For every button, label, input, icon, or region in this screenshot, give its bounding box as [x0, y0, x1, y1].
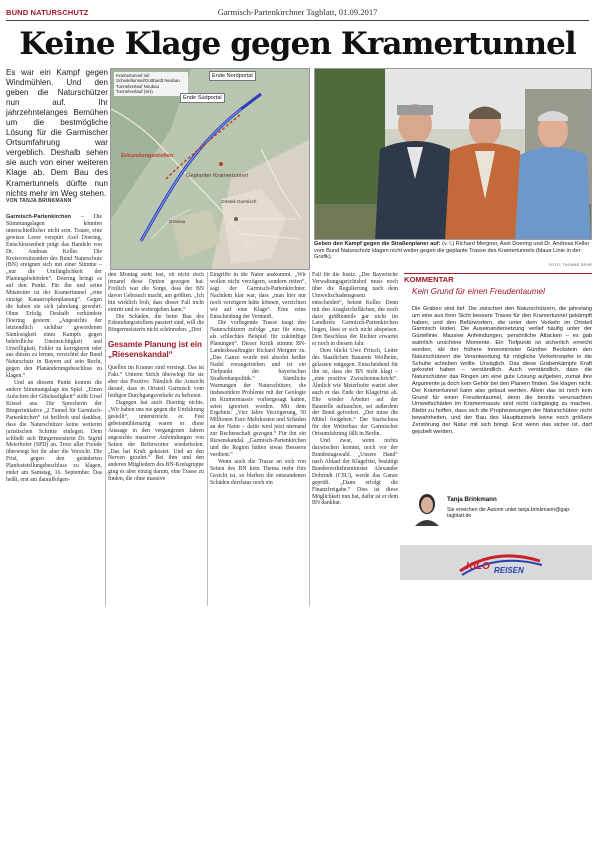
- photo-caption: [314, 241, 592, 261]
- author-avatar: [412, 490, 442, 526]
- col2-text-4: Dagegen hat auch Doering nichts. „Wir haben uns nie gegen die Umfahrung gestellt“, unterstreicht er. Fest gebetsmühlenartig waren er diese Aussage in den vergangenen Jahren angesichts massiver Anfeindungen von Seiten der Befürworter wiederholen. „Das hat Kraft gekostet. Und an den Nerven gezehrt.“ Bei ihm und den anderen Mitgliedern des BN-Kreisgruppe ging es aber einzig darum, eine Trasse zu finden, die ohne massive: [108, 400, 204, 483]
- kilo-reisen-logo: [400, 545, 592, 580]
- col3-text-1: Eingriffe in die Natur auskommt. „Wir wollen nicht verzögern, sondern retten“, sagt der Garmisch-Partenkirchner. Nachdem klar war, dass „man hier nur noch verzögern hätte können, verzichten wir auf eine Klage“. Eine reine Entscheidung der Vernunft.: [210, 272, 306, 320]
- byline: VON TANJA BRINKMANN: [6, 198, 72, 204]
- headline: Keine Klage gegen Kramertunnel: [19, 26, 576, 62]
- caption-text: (v. l.) Richard Mergner, Axel Doering und Dr. Andreas Keller vom Bund Naturschutz klagen nicht weiter gegen die geplante Trasse des Kramertunnels (blaue Linie in der Grafik).: [314, 241, 590, 261]
- avatar-icon: [412, 490, 442, 526]
- col3-text-3: Wenn auch die Trasse an sich von Seiten des BN kein Thema mehr fürs Gericht ist, so bleiben die entstandenen Schäden durchaus noch ein: [210, 458, 306, 486]
- column-rule: [207, 272, 208, 606]
- col4-text-2: Dem blickt Uwe Fritsch, Leiter des Staatlichen Bauamts Weilheim, gelassen entgegen. Entscheidend für ihn ist, dass der BN nicht klagt – „eine positive Zwischennachricht“. Ähnlich wie Meierhofer wartet aber auch er das Ende der Klagefrist ab. Ehe wieder Arbeiter auf der Baustelle auftauchen, sei außerdem der Bund gefordert. „Der muss die Mittel freigeben.“ Der Startschuss für den Weiterbau der Garmischer Ortsumfahrung fällt in Berlin.: [312, 348, 398, 438]
- kommentar-text: Die Gräben sind tief. Die zwischen den Naturschützern, die jahrelang um eine aus ihrer Sicht bessere Trasse für den Kramertunnel gekämpft haben, und den Befürwortern, die unter dem Verkehr im Ortsteil Garmisch leiden. Die Auseinandersetzung verlief häufig unter der Gürtellinie. Massive Anfeindungen, persönliche Attacken – es gab wahrlich unschöne Momente. Ein Tiefpunkt ist sicherlich erreicht worden, als der frühere Innenminister Günther Beckstein den Naturschützern die Verantwortung für mögliche Verkehrsopfer in die Schuhe schieben wollte. Unsäglich. Das diese Grabenkämpfe Kraft gekostet haben – verständlich. Auch verständlich, dass die Naturschützer das Ringen um eine gute Lösung aufgeben, zumal ihre Argumente ja doch kein Gehör bei den Planern finden. Sie klagen nicht. Der Kramertunnel kann also gebaut werden. Allein das ist noch kein Grund für einen Freudentaumel, denn die bereits verursachten Umweltschäden im Kramermassiv sind nicht rückgängig zu machen. Bleibt zu hoffen, dass sich die Prophezeiungen der Naturschützer nicht bewahrheiten, und der Bau des Haupttunnels keine noch größere Zerstörung der Natur mit sich bringt. Erst wenn das sicher ist, darf gejubelt werden.: [412, 306, 592, 435]
- kommentar-title: Kein Grund für einen Freudentaumel: [412, 287, 545, 296]
- map-legend: Kramertunnel mit Scheiteltunnel/Gotthardt Neubau Tunnelverlauf Neubau Tunnelverlauf (SH): [114, 72, 188, 96]
- photo-credit: FOTO: THOMAS SEHR: [548, 263, 592, 267]
- map-label-ortsteil: Ortsteil Garmisch: [221, 199, 257, 204]
- ad-logo-text: KILO: [466, 561, 490, 572]
- article-column-4: [312, 272, 398, 606]
- col4-text-1: Fall für die Justiz. „Der Bayerische Verwaltungsgerichtshof muss noch über die Regulierung nach dem Umweltschadensgesetz entscheiden“, betont Keller. Denn mit den Ausgleichsflächen, die noch dazu größtenteils gar nicht im Landkreis Garmisch-Partenkirchen liegen, lässt er sich nicht abspeisen. Den Beschluss der Richter erwartet er noch in diesem Jahr.: [312, 272, 398, 348]
- col3-text-2: Die vorliegende Trasse taugt den Naturschützern zufolge „nur für eines, als schlechtes Beispiel für zukünftige Planungen“. Dieser Kritik stimmt BN-Landesbeauftragter Richard Mergner zu. „Das Ganze wurde mit absolut heißer Nadel vorangetrieben und ist ein Tiefpunkt der bayerischen Straßenbaupolitik.“ Sämtliche Warnungen der Naturschützer, die insbesondere Probleme mit der Geologie im Kramermassiv vorhergesagt hatten, seien ignoriert worden. Mit dem Ergebnis: „Vier Jahre Verzögerung, 50 Millionen Euro Mehrkosten und Schäden an der Natur – dafür wird jetzt niemand zur Rechenschaft gezogen.“ Für ihn ein Riesenskandal. „Garmisch-Partenkirchen und die Region hätten etwas Besseres verdient.“: [210, 320, 306, 458]
- col1-text-1: – Die Stimmungslagen könnten unterschiedlicher nicht sein. Trauer, eine gewisse Leere verspürt Axel Doering. Entschlossenheit prägt das Handeln von Dr. Andreas Keller. Die Kreisvorsitzenden des Bund Naturschutz (BN) ereignen sich mit einer Stimme – „nur die Umfänglichkeit der Planungsbehörden“. Doering bringt es auf den Punkt. Für ihn und seine Mitstreiter ist der Kramertunnel „eine einzige Katastrophenplanung“. Gegen die haben sie sich jahrelang gewehrt. Ohne Erfolg. Deshalb verkündete Doering gestern: „Angesichts der letztendlich sichtbar gewordenen Sinnlosigkeit eines Kampfs gegen behördliche Uneinsichtigkeit und Unwilligkeit, Fehler zu korrigieren oder aus diesen zu lernen, verzichtet der Bund Naturschutz in Bayern auf sein Recht, gegen den Planänderungsbeschluss zu klagen.“: [6, 214, 102, 380]
- map-label-grainau: Grainau: [169, 219, 186, 224]
- column-rule: [309, 272, 310, 606]
- map-label-erkundung: Erkundungsstollen: [121, 153, 174, 159]
- photo-naturschuetzer: [314, 68, 592, 240]
- map-label-south: Ende Südportal: [180, 93, 225, 103]
- newspaper-dateline: Garmisch-Partenkirchner Tagblatt, 01.09.2017: [217, 7, 378, 17]
- map-label-tunnel: Geplanter Kramertunnel: [186, 173, 248, 179]
- kommentar-label: KOMMENTAR: [404, 273, 592, 284]
- dateline-location: Garmisch-Partenkirchen: [6, 214, 71, 220]
- col1-paragraph-1: [6, 214, 102, 380]
- column-rule: [105, 272, 106, 606]
- article-column-2: [108, 272, 204, 606]
- tunnel-map: [110, 68, 310, 270]
- subheading: Gesamte Planung ist ein „Riesenskandal“: [108, 340, 203, 359]
- col4-text-3: Und zwar, wenn nichts dazwischen kommt, noch vor der Bundestagswahl. „Unsere Hand“ nach Ablauf der Klagefrist, bestätigt Bundesverkehrsminister Alexander Dobrindt (CSU), werde das Ganze geprüft. „Dann erfolgt die Finanzfreigabe.“ Dies ist diese Möglichkeit nun hat, dafür ist er dem BN dankbar.: [312, 438, 398, 507]
- col2-text-1: den Montag steht fest, ob nicht doch jemand diese Option gezogen hat. Freilich war die Sorge, dass der BN davon Gebrauch macht, am größten. „Ich bin wirklich froh, dass dieser Fall nicht eintritt und es weitergehen kann.“: [108, 272, 204, 313]
- caption-lead: Geben den Kampf gegen die Straßenplaner auf:: [314, 241, 441, 247]
- author-name: Tanja Brinkmann: [447, 496, 497, 503]
- col2-text-3: Quellen im Kramer sind versiegt. Das ist Fakt.“ Unterm Strich überwiegt für sie aber das Positive. Nämlich die Aussicht darauf, dass in Ortsteil Garmisch vom leidigen Durchgangsverkehr zu befreien.: [108, 365, 204, 400]
- section-label: BUND NATURSCHUTZ: [6, 8, 89, 17]
- photo-image: [315, 69, 592, 240]
- author-contact: Sie erreichen die Autorin unter tanja.brinkmann@gap-tagblatt.de: [447, 507, 571, 520]
- col1-text-2: Und an diesem Punkt kommt die andere Stimmungslage ins Spiel. „Einen Aufschrei der Glückseligkeit“ stößt Ursel Kössel aus. Die Sprecherin der Bürgerinitiative „2 Tunnel für Garmisch-Partenkirchen“ ist heilfroh und dankbar, dass die Naturschützer keine weiteren juristischen Schritte einlegen. Dem schließt sich Bürgermeisterin Dr. Sigrid Meierhofer (SPD) an. Trotz aller Freude überwiegt bei ihr aber die Vorsicht. Die Frist, gegen den geänderten Planfeststellungsbeschluss zu klagen, endet am Samstag, 16. September. Das heißt, erst am darauffolgen-: [6, 380, 102, 484]
- article-column-3: [210, 272, 306, 606]
- ad-logo-text-2: REISEN: [494, 566, 524, 575]
- article-column-1: [6, 214, 102, 606]
- lead-paragraph: Es war ein Kampf gegen Windmühlen. Und den geben die Naturschützer nun auf. Ihr jahrzehntelanges Bemühen um die bestmögliche Lösung für die Garmischer Ortsumfahrung war vergeblich. Deshalb sehen sie auch von einer weiteren Klage ab. Dem Bau des Kramertunnels dürfte nun nichts mehr im Weg stehen.: [6, 68, 108, 198]
- col2-text-2: Die Schäden, die beim Bau des Erkundungsstollens passiert sind, will die Bürgermeisterin nicht schönreden. „Drei: [108, 313, 204, 334]
- header-rule: [6, 20, 589, 21]
- map-label-north: Ende Nordportal: [209, 71, 256, 81]
- advertisement-banner[interactable]: [400, 545, 592, 580]
